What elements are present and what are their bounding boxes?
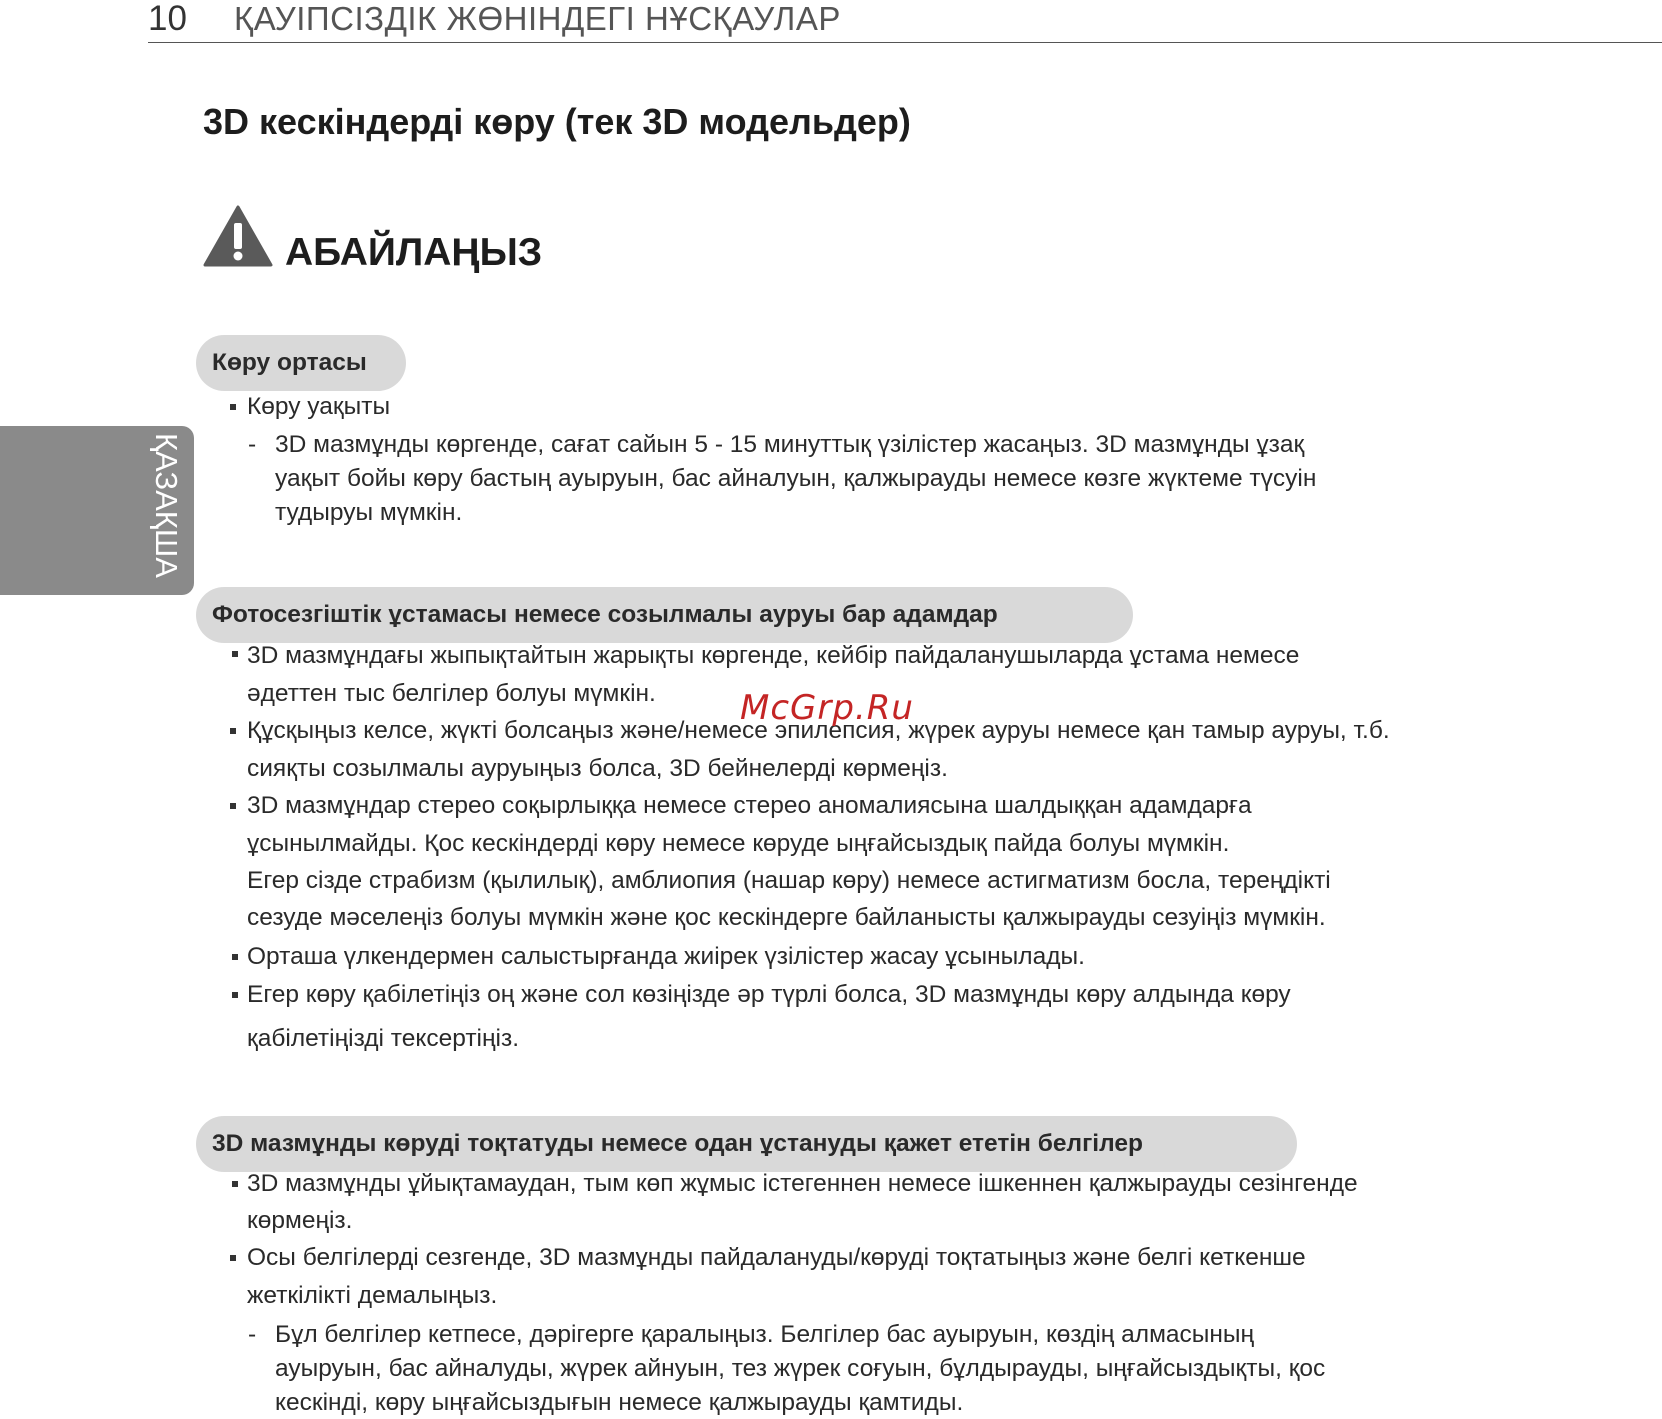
sub-item-line: 3D мазмұнды көргенде, сағат сайын 5 - 15 минуттық үзілістер жасаңыз. 3D мазмұнды ұзақ (275, 431, 1305, 458)
sub-item-line: тудыруы мүмкін. (275, 499, 463, 526)
bullet-marker (230, 404, 236, 410)
list-item-line: қабілетіңізді тексертіңіз. (247, 1025, 520, 1052)
section-heading-photosensitivity: Фотосезгіштік ұстамасы немесе созылмалы ауруы бар адамдар (196, 587, 1133, 643)
list-item-line: ұсынылмайды. Қос кескіндерді көру немесе көруде ыңғайсыздық пайда болуы мүмкін. (247, 830, 1230, 857)
dash-marker: - (248, 1321, 257, 1348)
list-item: Көру уақыты (247, 393, 391, 420)
list-item-line: Осы белгілерді сезгенде, 3D мазмұнды пайдалануды/көруді тоқтатыңыз және белгі кеткенше (247, 1244, 1306, 1271)
list-item-line: жеткілікті демалыңыз. (247, 1282, 498, 1309)
sub-item-line: Бұл белгілер кетпесе, дәрігерге қаралыңыз. Белгілер бас ауыруын, көздің алмасының (275, 1321, 1255, 1348)
page-number: 10 (148, 0, 187, 38)
sub-item-line: ауыруын, бас айналуды, жүрек айнуын, тез жүрек соғуын, бұлдырауды, ыңғайсыздықты, қос (275, 1355, 1326, 1382)
language-side-tab-label: ҚАЗАҚША (149, 433, 184, 578)
page-header (148, 0, 1662, 43)
sub-item-line: кескінді, көру ыңғайсыздығын немесе қалжырауды қамтиды. (275, 1389, 964, 1416)
list-item-line: әдеттен тыс белгілер болуы мүмкін. (247, 680, 656, 707)
warning-triangle-icon (203, 205, 273, 267)
list-item-line: Орташа үлкендермен салыстырғанда жиірек үзілістер жасау ұсынылады. (247, 943, 1085, 970)
bullet-marker (232, 992, 238, 998)
list-item-line: 3D мазмұндар стерео соқырлыққа немесе стерео аномалиясына шалдыққан адамдарға (247, 792, 1252, 819)
list-item-line: Егер сізде страбизм (қылилық), амблиопия (нашар көру) немесе астигматизм босла, тереңдікті (247, 867, 1331, 894)
section-heading-stop-symptoms: 3D мазмұнды көруді тоқтатуды немесе одан ұстануды қажет ететін белгілер (196, 1116, 1297, 1172)
dash-marker: - (248, 431, 257, 458)
bullet-marker (230, 1255, 236, 1261)
bullet-marker (230, 803, 236, 809)
caution-label: АБАЙЛАҢЫЗ (285, 231, 543, 274)
watermark-text: McGrp.Ru (740, 688, 914, 728)
bullet-marker (232, 954, 238, 960)
page-title: 3D кескіндерді көру (тек 3D модельдер) (203, 101, 911, 142)
list-item-line: Егер көру қабілетіңіз оң және сол көзіңізде әр түрлі болса, 3D мазмұнды көру алдында көру (247, 981, 1291, 1008)
list-item-line: көрмеңіз. (247, 1207, 353, 1234)
list-item-line: Құсқыңыз келсе, жүкті болсаңыз және/немесе эпилепсия, жүрек ауруы немесе қан тамыр ауруы, т.б. (247, 717, 1390, 744)
bullet-marker (232, 1181, 238, 1187)
header-title: ҚАУІПСІЗДІК ЖӨНІНДЕГІ НҰСҚАУЛАР (234, 0, 841, 37)
section-heading-viewing-environment: Көру ортасы (196, 335, 406, 391)
list-item-line: 3D мазмұнды ұйықтамаудан, тым көп жұмыс істегеннен немесе ішкеннен қалжырауды сезінгенде (247, 1170, 1358, 1197)
bullet-marker (230, 728, 236, 734)
bullet-marker (232, 651, 238, 657)
list-item-line: 3D мазмұндағы жыпықтайтын жарықты көргенде, кейбір пайдаланушыларда ұстама немесе (247, 642, 1300, 669)
sub-item-line: уақыт бойы көру бастың ауыруын, бас айналуын, қалжырауды немесе көзге жүктеме түсуін (275, 465, 1317, 492)
list-item-line: сияқты созылмалы ауруыңыз болса, 3D бейнелерді көрмеңіз. (247, 755, 948, 782)
list-item-line: сезуде мәселеңіз болуы мүмкін және қос кескіндерге байланысты қалжырауды сезуіңіз мүмкін. (247, 904, 1326, 931)
